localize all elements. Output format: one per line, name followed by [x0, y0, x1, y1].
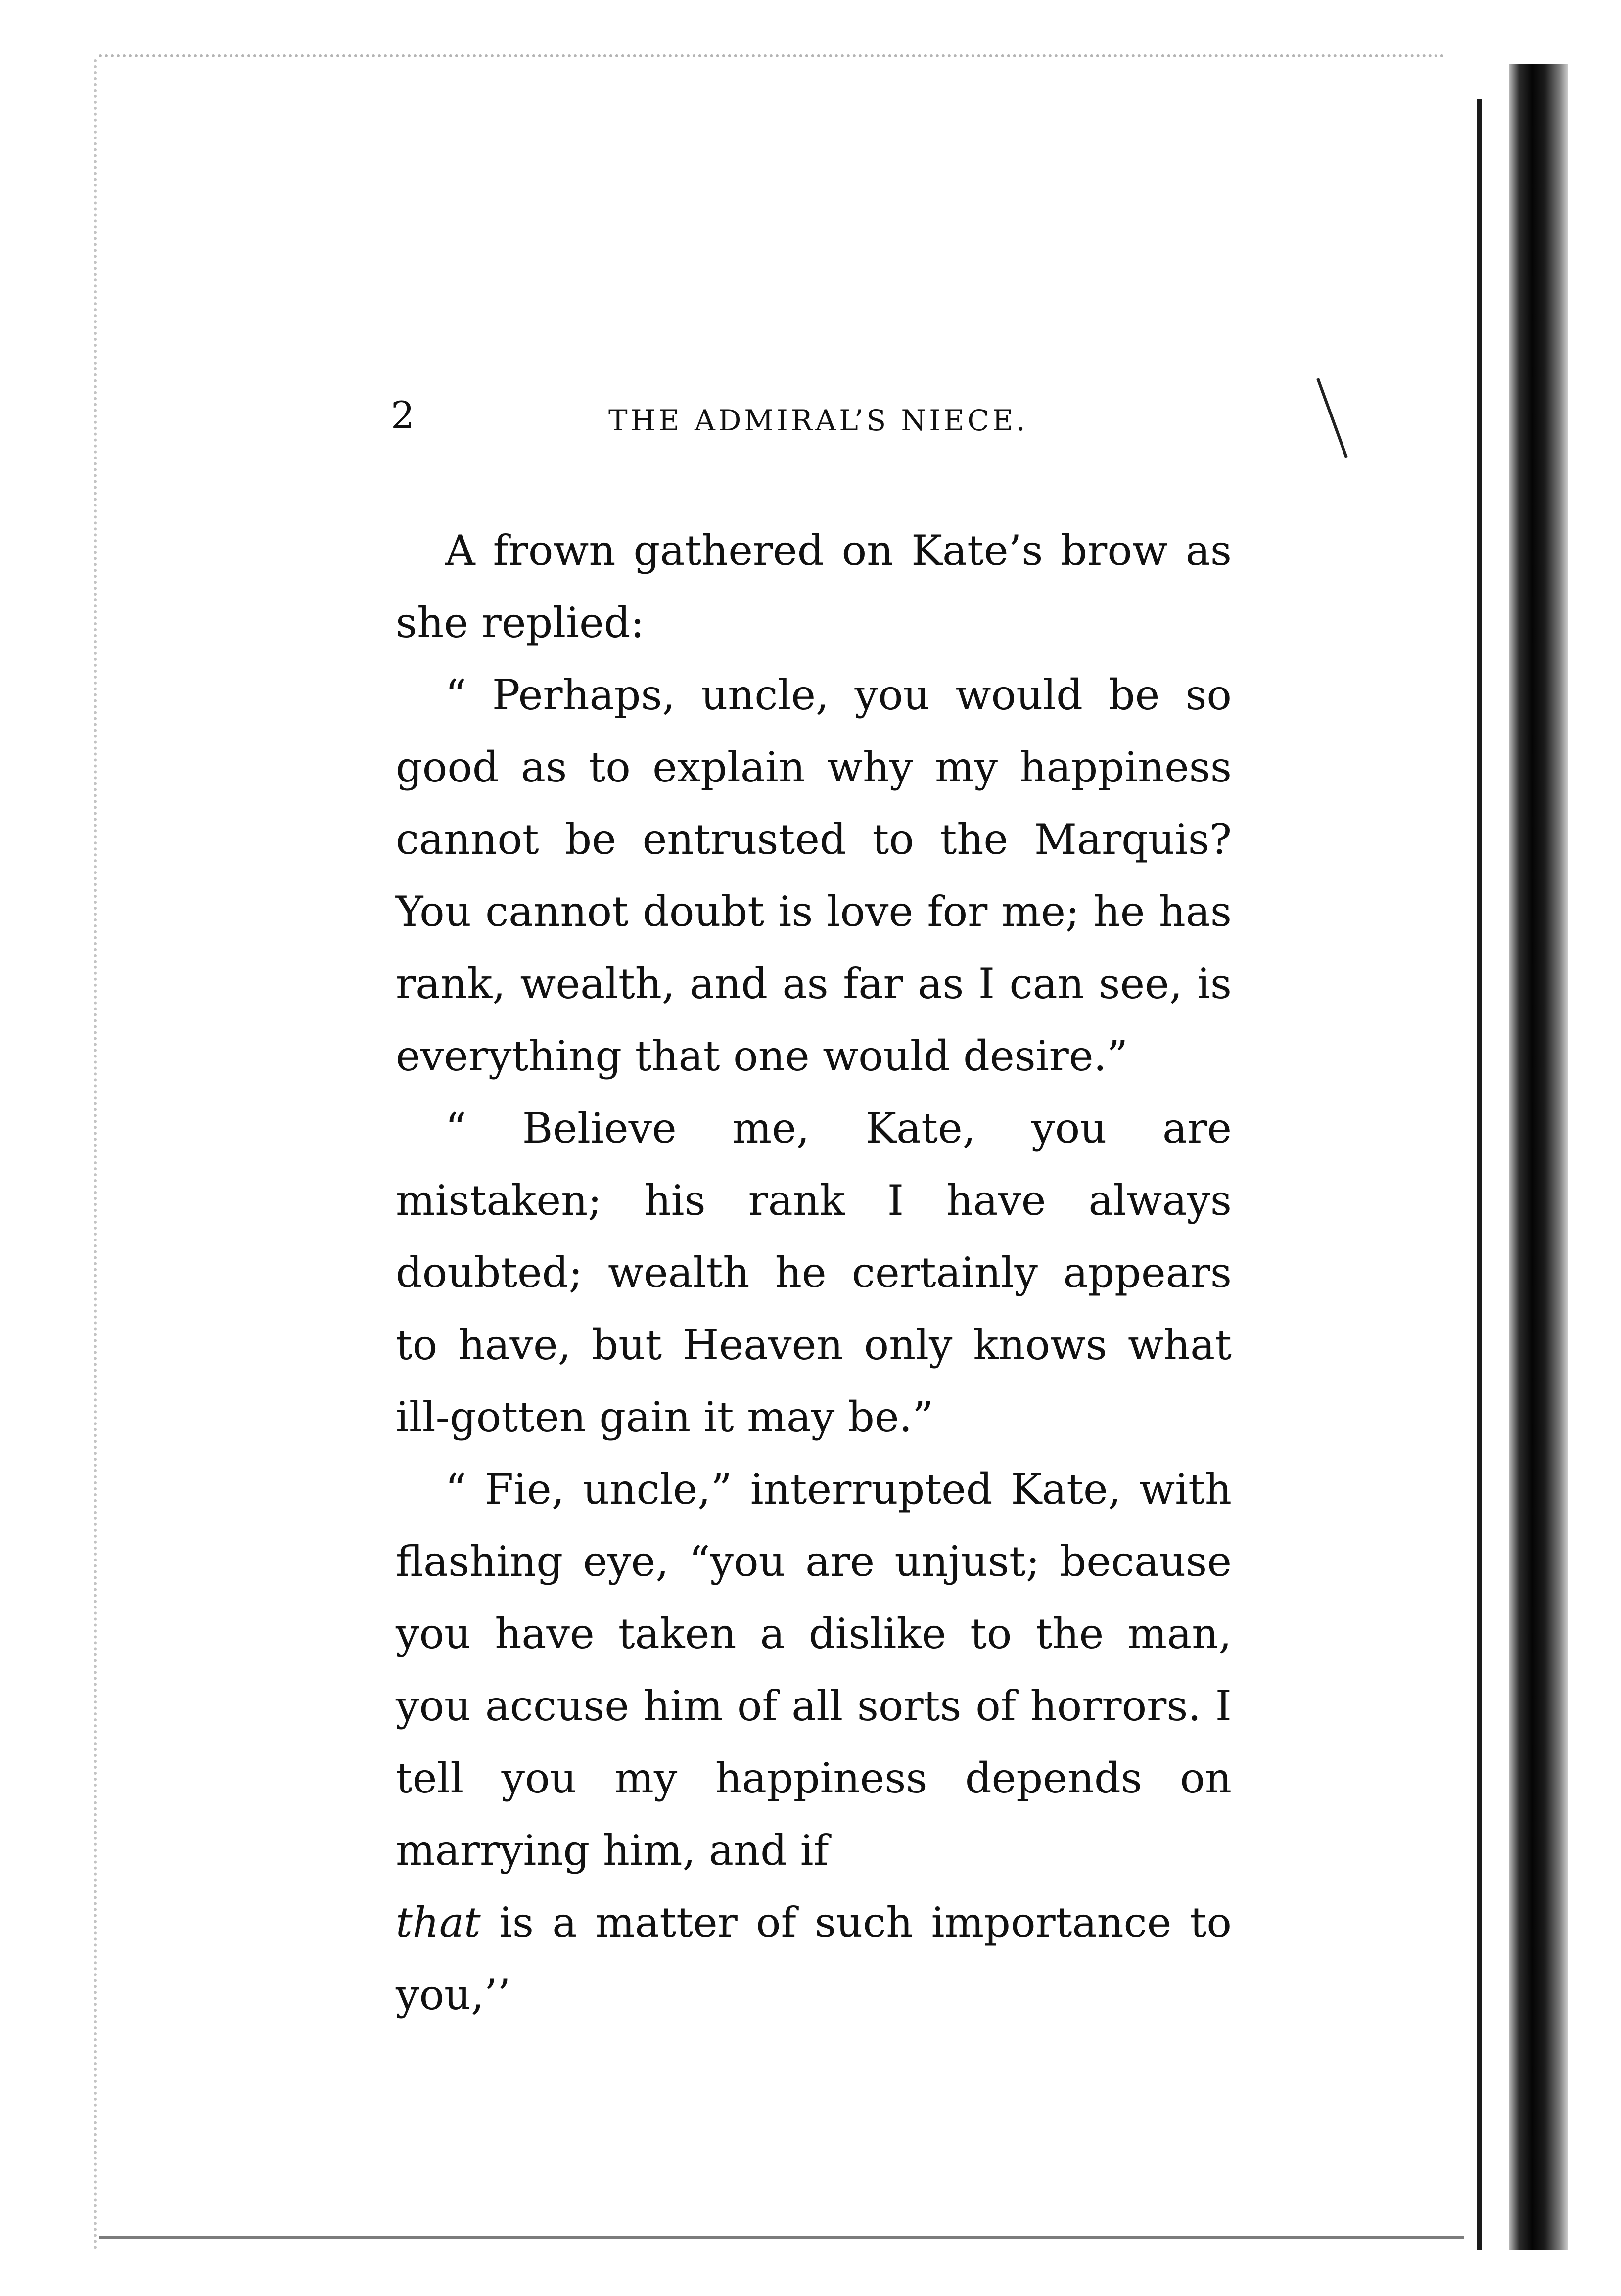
paragraph: A frown gathered on Kate’s brow as she replied:: [396, 526, 1232, 647]
paragraph: [396, 1453, 1232, 2031]
paragraph: “ Perhaps, uncle, you would be so good as to explain why my happiness cannot be entrusted to the Marquis? You cannot doubt is love for me; he has rank, wealth, and as far as I can see, is everything that one would desire.”: [396, 671, 1232, 1080]
paragraph-tail: is a matter of such importance to you,’’: [396, 1898, 1232, 2019]
page-header: [391, 391, 1242, 445]
paragraph-text: “ Fie, uncle,” interrupted Kate, with flashing eye, “you are unjust; because you have taken a dislike to the man, you accuse him of all sorts of horrors. I tell you my happiness depends on marrying him, and if: [396, 1465, 1232, 1875]
scan-edge-top: [99, 54, 1444, 62]
page-number: 2: [391, 393, 415, 437]
binding-shadow: [1509, 64, 1568, 2250]
binding-shadow-line: [1477, 99, 1482, 2250]
scan-edge-left: [94, 59, 100, 2250]
scan-edge-bottom: [99, 2236, 1464, 2242]
paragraph: “ Believe me, Kate, you are mistaken; his rank I have always doubted; wealth he certainly appears to have, but Heaven only knows what ill-gotten gain it may be.”: [396, 1104, 1232, 1441]
running-head: THE ADMIRAL’S NIECE.: [608, 404, 1028, 437]
italic-word: that: [396, 1898, 481, 1947]
body-text: [396, 514, 1232, 2031]
scan-stray-mark: [1316, 378, 1348, 458]
